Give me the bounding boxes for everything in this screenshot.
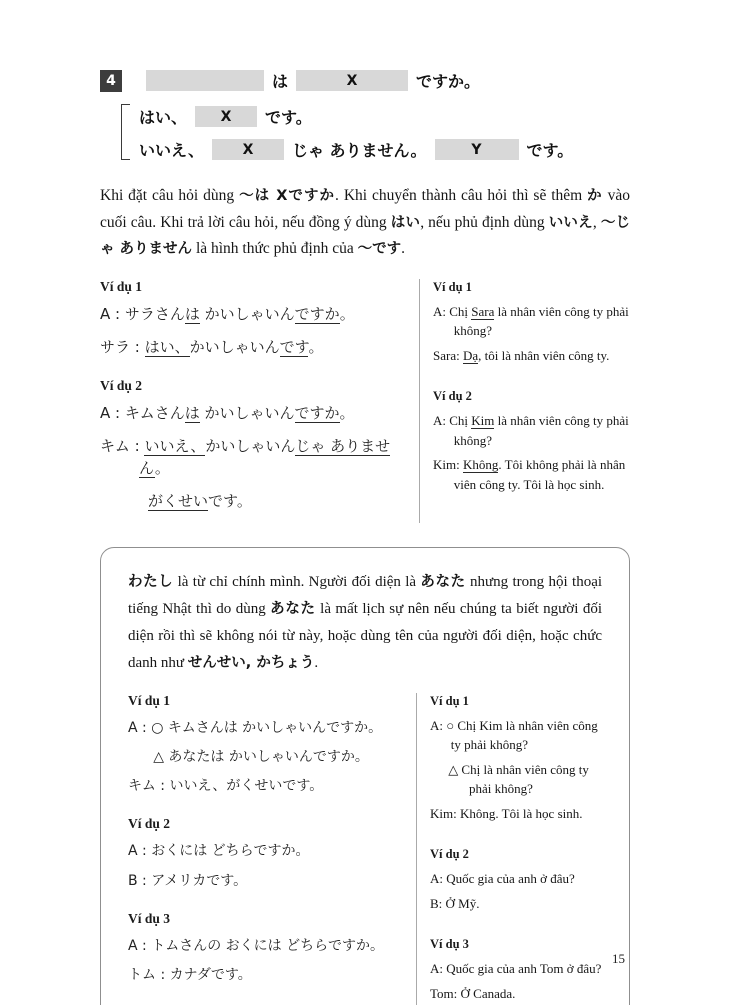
translation-line: B: Ở Mỹ. — [430, 895, 480, 911]
pattern-yes-word: はい、 — [139, 108, 188, 127]
translation-line: Tom: Ở Canada. — [430, 985, 516, 1001]
pattern-question-ending: ですか。 — [416, 72, 481, 91]
note-vietnamese-column — [417, 693, 602, 1005]
grammar-explanation: Khi đặt câu hỏi dùng ～は Xですか. Khi chuyển thành câu hỏi thì sẽ thêm か vào cuối câu. Khi trả lời câu hỏi, nếu đồng ý dùng はい, nếu phủ định dùng いいえ, ～じゃ ありません là hình thức phủ định của ～です. — [100, 187, 631, 258]
dialogue-line: A : おくには どちらですか。 — [128, 843, 310, 860]
dialogue-line-continuation: がくせいです。 — [148, 491, 252, 510]
pattern-x-box: X — [296, 70, 408, 91]
dialogue-line: トム : カナダです。 — [128, 967, 252, 984]
dialogue-line: B : アメリカです。 — [128, 872, 248, 889]
pattern-yes-ending: です。 — [265, 108, 312, 127]
translation-line: A: ○ Chị Kim là nhân viên công ty phải không? — [430, 717, 598, 753]
pattern-blank-box — [146, 70, 264, 91]
example-title: Ví dụ 1 — [430, 693, 469, 708]
translation-line: A: Chị Sara là nhân viên công ty phải không? — [433, 303, 629, 339]
translation-line: A: Quốc gia của anh Tom ở đâu? — [430, 961, 602, 977]
dialogue-line: サラ : はい、かいしゃいんです。 — [100, 337, 324, 356]
translation-line: Kim: Không. Tôi không phải là nhân viên công ty. Tôi là học sinh. — [433, 457, 626, 492]
example-title: Ví dụ 1 — [128, 692, 171, 708]
example-title: Ví dụ 2 — [100, 378, 143, 394]
example-title: Ví dụ 2 — [430, 847, 469, 862]
pattern-answers — [121, 100, 630, 166]
example-title: Ví dụ 3 — [430, 937, 469, 952]
translation-line-alt: △ Chị là nhân viên công ty phải không? — [448, 761, 589, 797]
page-content — [100, 64, 630, 1005]
note-paragraph: わたし là từ chỉ chính mình. Người đối diện là あなた nhưng trong hội thoại tiếng Nhật thì do dùng あなた là mất lịch sự nên nếu chúng ta biết người đối diện rồi thì sẽ không nói từ này, hoặc dùng tên của người đối diện, hoặc chức danh như せんせい, かちょう. — [128, 574, 603, 671]
dialogue-line: キム : いいえ、かいしゃいんじゃ ありません。 — [100, 437, 391, 477]
dialogue-line: キム : いいえ、がくせいです。 — [128, 778, 324, 795]
page-number: 15 — [612, 951, 625, 966]
pattern-question-row — [100, 69, 630, 92]
translation-line: Sara: Dạ, tôi là nhân viên công ty. — [433, 347, 610, 363]
pattern-no-word: いいえ、 — [139, 141, 204, 160]
example-title: Ví dụ 3 — [128, 911, 171, 927]
example-title: Ví dụ 2 — [433, 389, 472, 404]
pattern-no-row — [139, 138, 573, 161]
translation-line: A: Quốc gia của anh ở đâu? — [430, 871, 575, 887]
pattern-yes-row — [139, 105, 573, 128]
pattern-no-ending: です。 — [526, 141, 574, 160]
examples-section — [100, 279, 630, 524]
example-title: Ví dụ 1 — [100, 278, 143, 294]
translation-line: A: Chị Kim là nhân viên công ty phải không? — [433, 413, 629, 448]
pattern-no-x-box: X — [212, 139, 284, 160]
dialogue-line: A : キムさんは かいしゃいんですか。 — [100, 404, 355, 423]
pattern-y-box: Y — [435, 139, 519, 160]
example-title: Ví dụ 1 — [433, 279, 472, 294]
example-title: Ví dụ 2 — [128, 816, 171, 832]
note-japanese-column — [128, 693, 417, 1005]
translation-line: Kim: Không. Tôi là học sinh. — [430, 805, 583, 821]
pattern-yes-x-box: X — [195, 106, 257, 127]
pattern-number-badge: 4 — [100, 70, 122, 92]
note-examples-section — [128, 693, 602, 1005]
dialogue-line-alt: △ あなたは かいしゃいんですか。 — [153, 748, 369, 765]
dialogue-line: A : トムさんの おくには どちらですか。 — [128, 938, 384, 955]
answer-bracket — [121, 104, 130, 160]
pattern-negation: じゃ ありません。 — [291, 141, 427, 160]
pattern-topic-particle: は — [272, 72, 289, 91]
examples-japanese-column — [100, 279, 420, 524]
examples-vietnamese-column — [420, 279, 630, 524]
note-box — [100, 547, 630, 1005]
dialogue-line: A : ○ キムさんは かいしゃいんですか。 — [128, 719, 383, 736]
dialogue-line: A : サラさんは かいしゃいんですか。 — [100, 304, 355, 323]
grammar-pattern-section — [100, 69, 630, 166]
